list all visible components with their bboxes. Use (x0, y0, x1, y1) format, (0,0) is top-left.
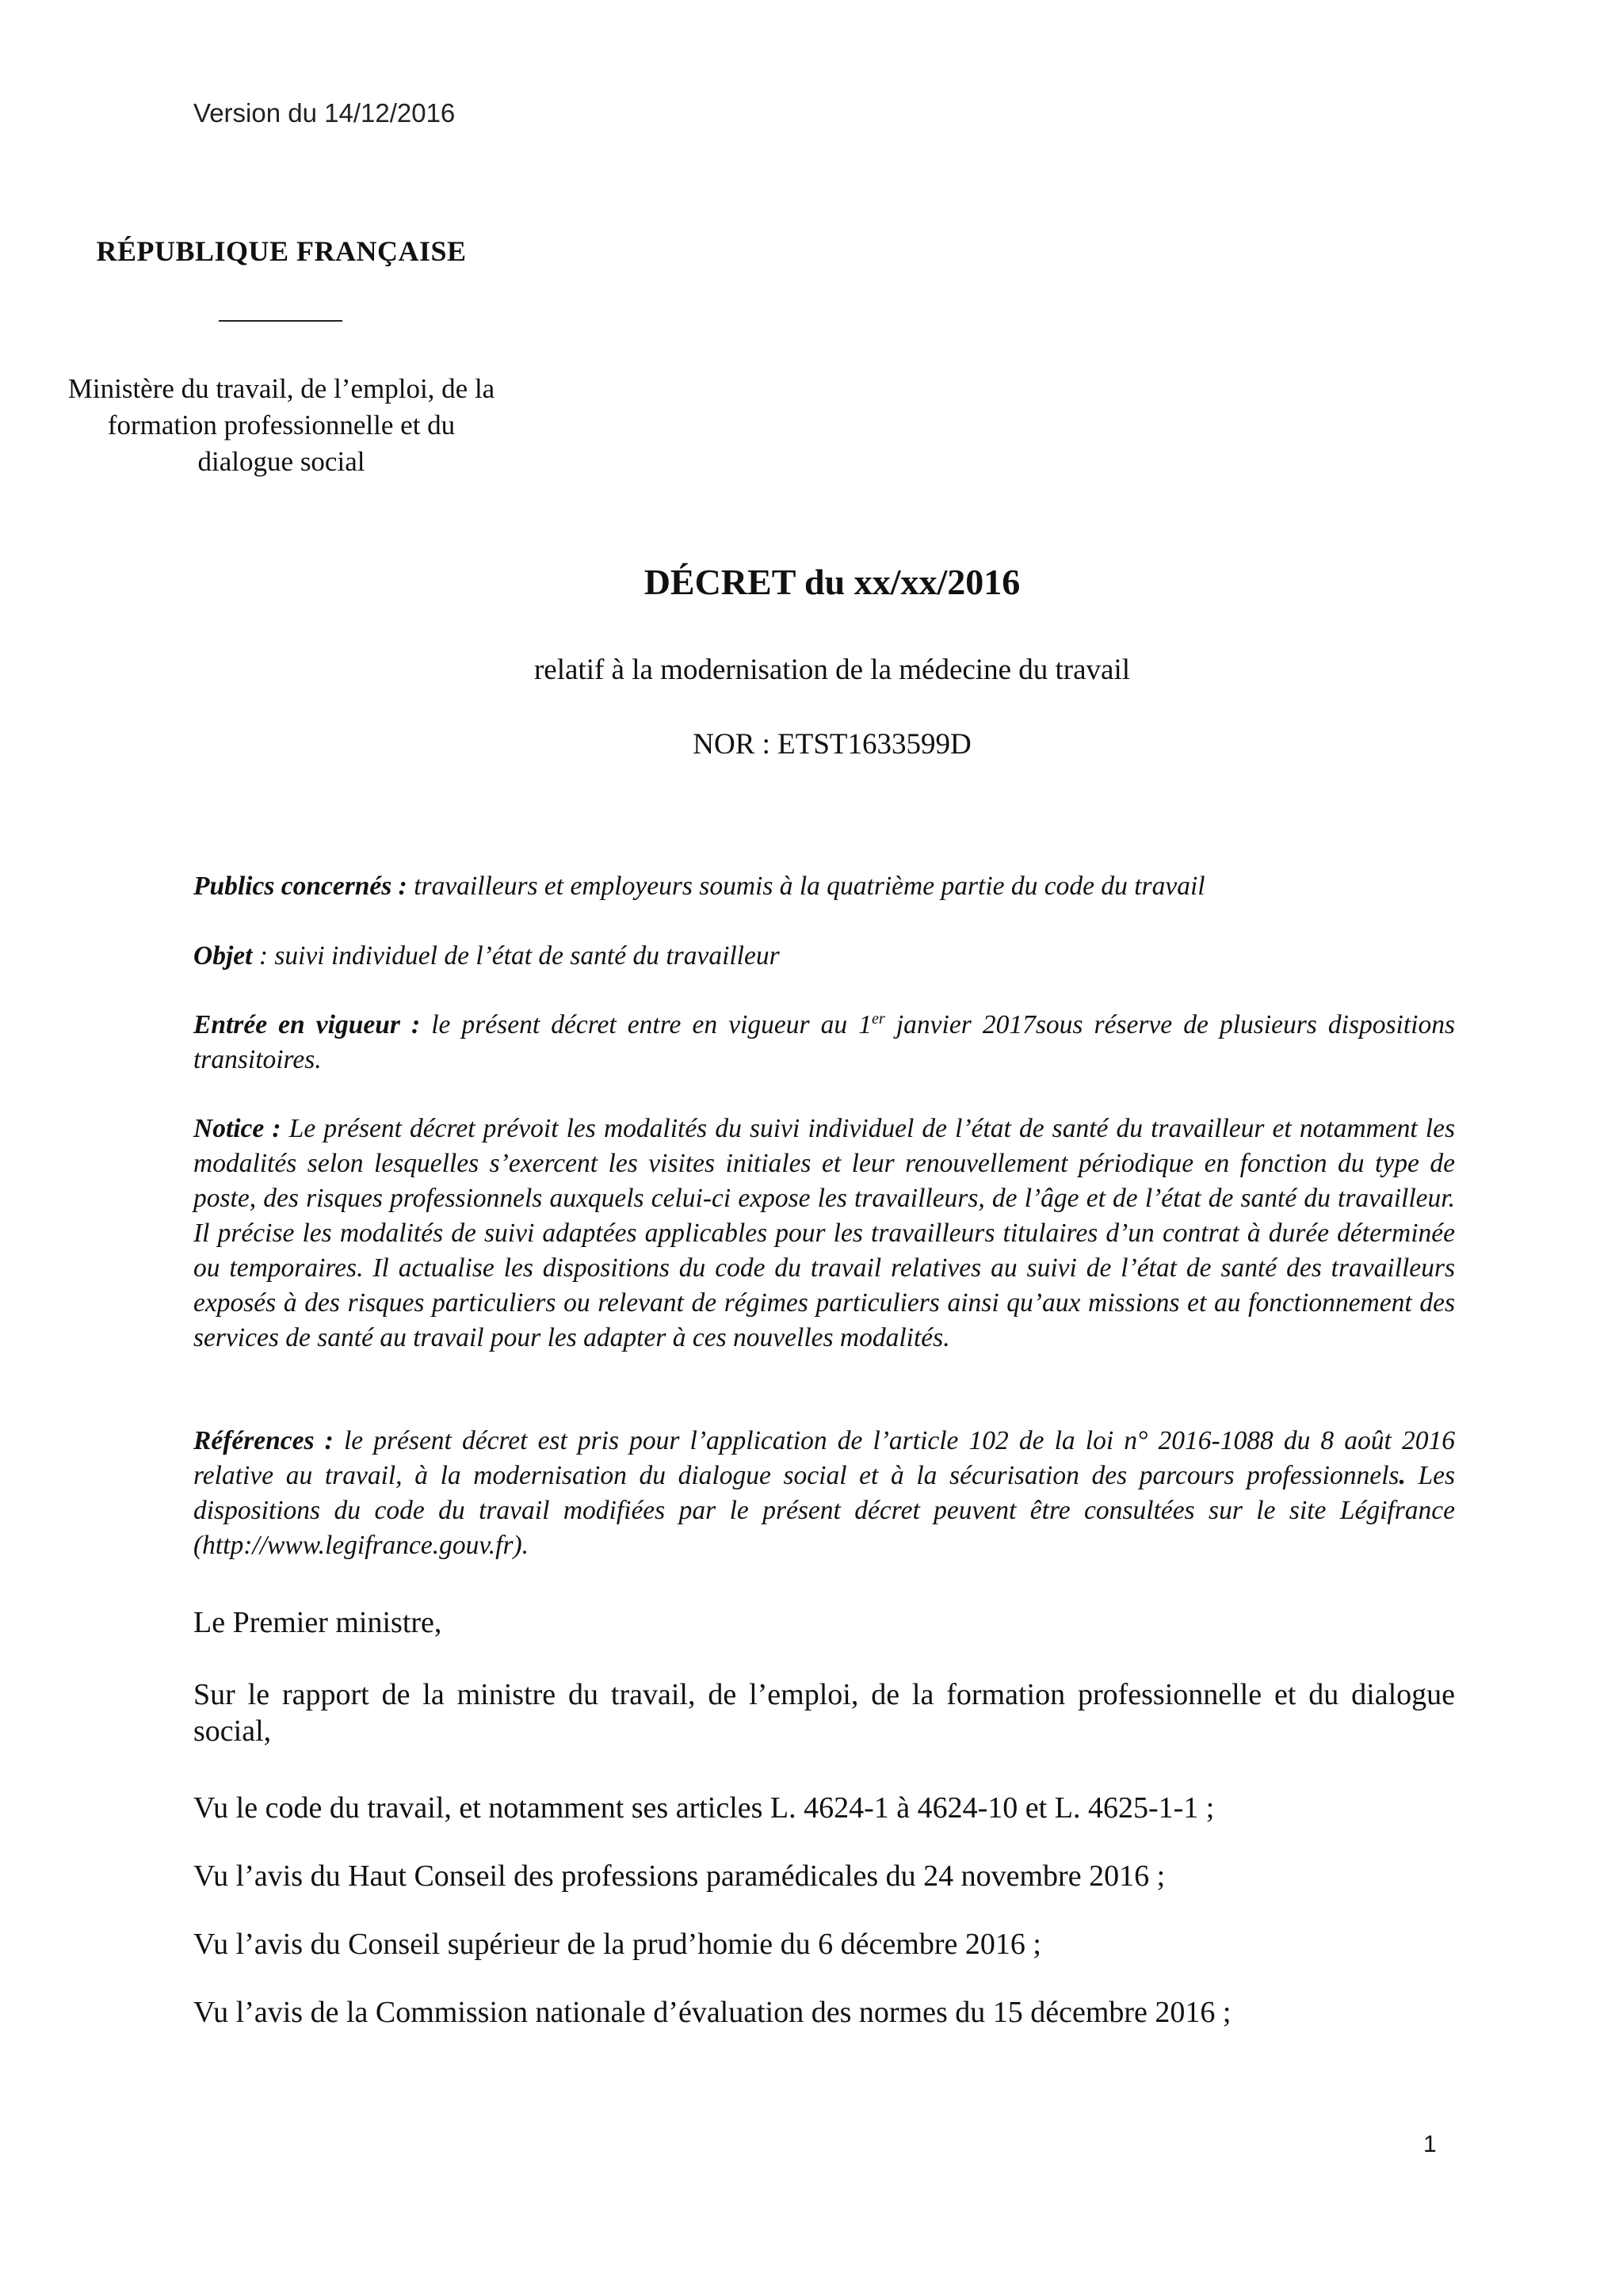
ministere-line-1: Ministère du travail, de l’emploi, de la (67, 373, 495, 404)
republique-heading: RÉPUBLIQUE FRANÇAISE (96, 235, 467, 267)
references-text-2: Les dispositions du code du travail modifiées par le présent décret peuvent être consultées sur le site Légifrance (http://www.legifrance.gouv.fr). (193, 1461, 1455, 1560)
page-number: 1 (1423, 2131, 1437, 2157)
notice-text: Le présent décret prévoit les modalités du suivi individuel de l’état de santé du travailleur et notamment les modalités selon lesquelles s’exercent les visites initiales et leur renouvellement périodique en fonction du type de poste, des risques professionnels auxquels celui-ci expose les travailleurs, de l’âge et de l’état de santé du travailleur. Il précise les modalités de suivi adaptées applicables pour les travailleurs titulaires d’un contrat à durée déterminée ou temporaires. Il actualise les dispositions du code du travail relatives au suivi de l’état de santé des travailleurs exposés à des risques particuliers ou relevant de régimes particuliers ainsi qu’aux missions et au fonctionnement des services de santé au travail pour les adapter à ces nouvelles modalités. (193, 1114, 1456, 1352)
publics-concernes (193, 869, 1455, 904)
version-date: Version du 14/12/2016 (193, 98, 456, 128)
entree-text-after: janvier 2017sous réserve de plusieurs dispositions transitoires. (193, 1010, 1456, 1074)
decret-title: DÉCRET du xx/xx/2016 (643, 562, 1021, 602)
header-divider (219, 320, 342, 322)
references-bold-dot: . (1399, 1461, 1406, 1490)
vu-commission-nationale: Vu l’avis de la Commission nationale d’évaluation des normes du 15 décembre 2016 ; (193, 1996, 1232, 2029)
references-text-1: le présent décret est pris pour l’application de l’article 102 de la loi n° 2016-1088 du 8 août 2016 relative au travail, à la modernisation du dialogue social et à la sécurisation des parcours professionnels (193, 1426, 1455, 1490)
references (193, 1424, 1455, 1563)
rapport-paragraph: Sur le rapport de la ministre du travail, de l’emploi, de la formation professionnelle et du dialogue social, (193, 1678, 1455, 1748)
objet-text: : suivi individuel de l’état de santé du travailleur (258, 941, 780, 971)
notice-label: Notice : (193, 1114, 281, 1143)
vu-conseil-superieur: Vu l’avis du Conseil supérieur de la prud’homie du 6 décembre 2016 ; (193, 1928, 1041, 1961)
entree-text-before: le présent décret entre en vigueur au 1 (431, 1010, 873, 1039)
ministere-line-3: dialogue social (197, 446, 365, 477)
decret-subtitle: relatif à la modernisation de la médecine du travail (533, 654, 1130, 686)
publics-text: travailleurs et employeurs soumis à la quatrième partie du code du travail (414, 871, 1205, 901)
vu-haut-conseil: Vu l’avis du Haut Conseil des professions paramédicales du 24 novembre 2016 ; (193, 1859, 1166, 1893)
references-label: Références : (193, 1426, 334, 1455)
publics-label: Publics concernés : (193, 871, 407, 901)
entree-en-vigueur (193, 1008, 1455, 1077)
premier-ministre: Le Premier ministre, (193, 1606, 442, 1639)
entree-label: Entrée en vigueur : (193, 1010, 421, 1039)
objet-label: Objet (193, 941, 253, 971)
ministere-line-2: formation professionnelle et du (107, 410, 456, 441)
vu-code-travail: Vu le code du travail, et notamment ses articles L. 4624-1 à 4624-10 et L. 4625-1-1 ; (193, 1791, 1215, 1825)
objet (193, 939, 1455, 974)
entree-superscript: er (872, 1009, 885, 1028)
nor-reference: NOR : ETST1633599D (693, 728, 972, 761)
ministere-block (32, 371, 531, 480)
notice (193, 1112, 1455, 1356)
